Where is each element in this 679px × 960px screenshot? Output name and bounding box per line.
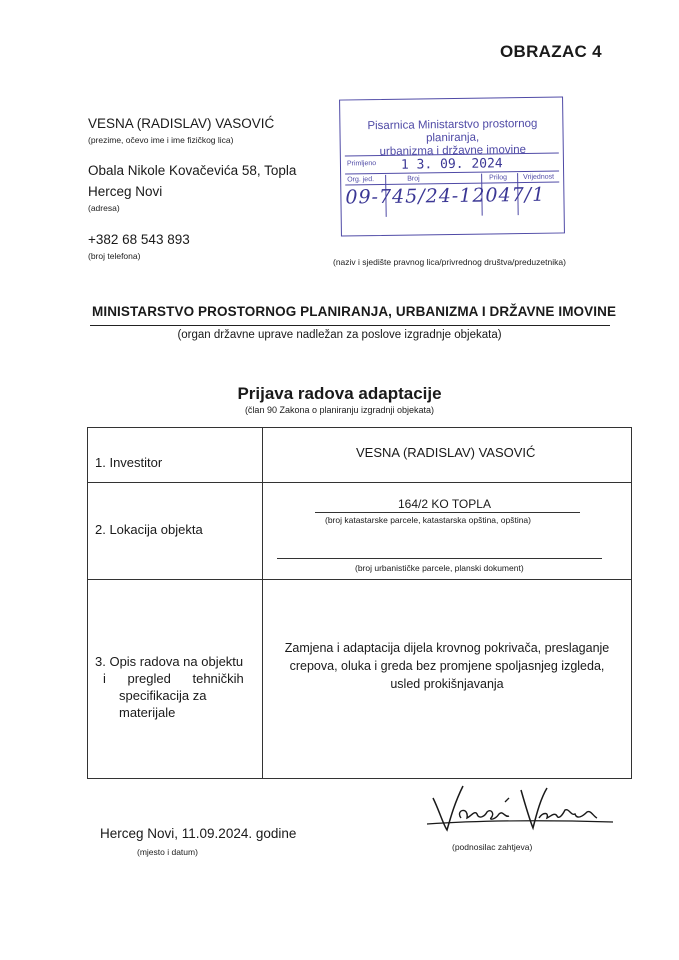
document-subtitle: (član 90 Zakona o planiranju izgradnji objekata) [244,405,435,415]
stamp-col-org: Org. jed. [347,176,375,184]
stamp-received-label: Primljeno [346,160,377,168]
signature-block [425,780,615,847]
place-date-caption: (mjesto i datum) [137,847,198,857]
row3-label [89,581,261,721]
stamp-reference-number: 09-745/24-12047/1 [345,183,546,209]
signature-image [425,780,615,842]
applicant-phone: +382 68 543 893 [88,232,190,247]
row3-label-cell [88,580,263,779]
document-title: Prijava radova adaptacije [237,384,442,403]
parcel-fill-line [315,512,580,513]
row3-label-line2: i pregled tehničkih [103,671,244,686]
row2-parcel-caption: (broj katastarske parcele, katastarska opština, opština) [325,515,531,525]
authority-underline [90,325,610,326]
applicant-address-line2: Herceg Novi [88,184,163,199]
row1-value-cell [263,428,632,483]
urban-parcel-fill-line [277,558,602,559]
stamp-received-date: 1 3. 09. 2024 [400,156,503,173]
applicant-name: VESNA (RADISLAV) VASOVIĆ [88,116,275,131]
row3-value-cell [263,580,632,779]
row1-label-cell [88,428,263,483]
row3-value [264,581,630,693]
legal-entity-caption: (naziv i sjedište pravnog lica/privrednog društva/preduzetnika) [333,257,566,267]
row2-parcel: 164/2 KO TOPLA [398,497,491,511]
place-date: Herceg Novi, 11.09.2024. godine [100,826,297,841]
form-number: OBRAZAC 4 [500,42,602,61]
applicant-address-caption: (adresa) [88,203,120,213]
registry-stamp [339,96,565,236]
authority-caption: (organ državne uprave nadležan za poslove izgradnje objekata) [177,329,502,341]
row3-value-line1: Zamjena i adaptacija dijela krovnog pokrivača, preslaganje [284,641,610,655]
stamp-title-line1: Pisarnica Ministarstvo prostornog planiranja, [367,117,538,145]
row2-label: 2. Lokacija objekta [95,522,203,537]
row2-value-cell [263,483,632,580]
row3-value-line3: usled prokišnjavanja [390,677,504,691]
applicant-address-line1: Obala Nikole Kovačevića 58, Topla [88,163,297,178]
row1-label: 1. Investitor [95,455,163,470]
stamp-col-attach: Prilog [489,174,508,182]
row1-value: VESNA (RADISLAV) VASOVIĆ [356,445,536,460]
row2-urban-caption: (broj urbanističke parcele, planski dokument) [355,563,524,573]
stamp-col-number: Broj [407,175,420,183]
stamp-col-value: Vrijednost [523,173,555,182]
row3-label-line1: 3. Opis radova na objektu [95,654,244,669]
row2-label-cell [88,483,263,580]
stamp-title-line2: urbanizma i državne imovine [379,143,527,159]
table-row [88,428,632,483]
authority-name: MINISTARSTVO PROSTORNOG PLANIRANJA, URBANIZMA I DRŽAVNE IMOVINE [92,304,617,319]
applicant-phone-caption: (broj telefona) [88,251,141,261]
signature-caption: (podnosilac zahtjeva) [452,842,533,852]
table-row [88,580,632,779]
form-table [87,427,632,779]
table-row [88,483,632,580]
row3-label-line3: specifikacija za materijale [119,688,207,720]
applicant-name-caption: (prezime, očevo ime i ime fizičkog lica) [88,135,234,145]
row3-value-line2: crepova, oluka i greda bez promjene spoljasnjeg izgleda, [289,659,605,673]
